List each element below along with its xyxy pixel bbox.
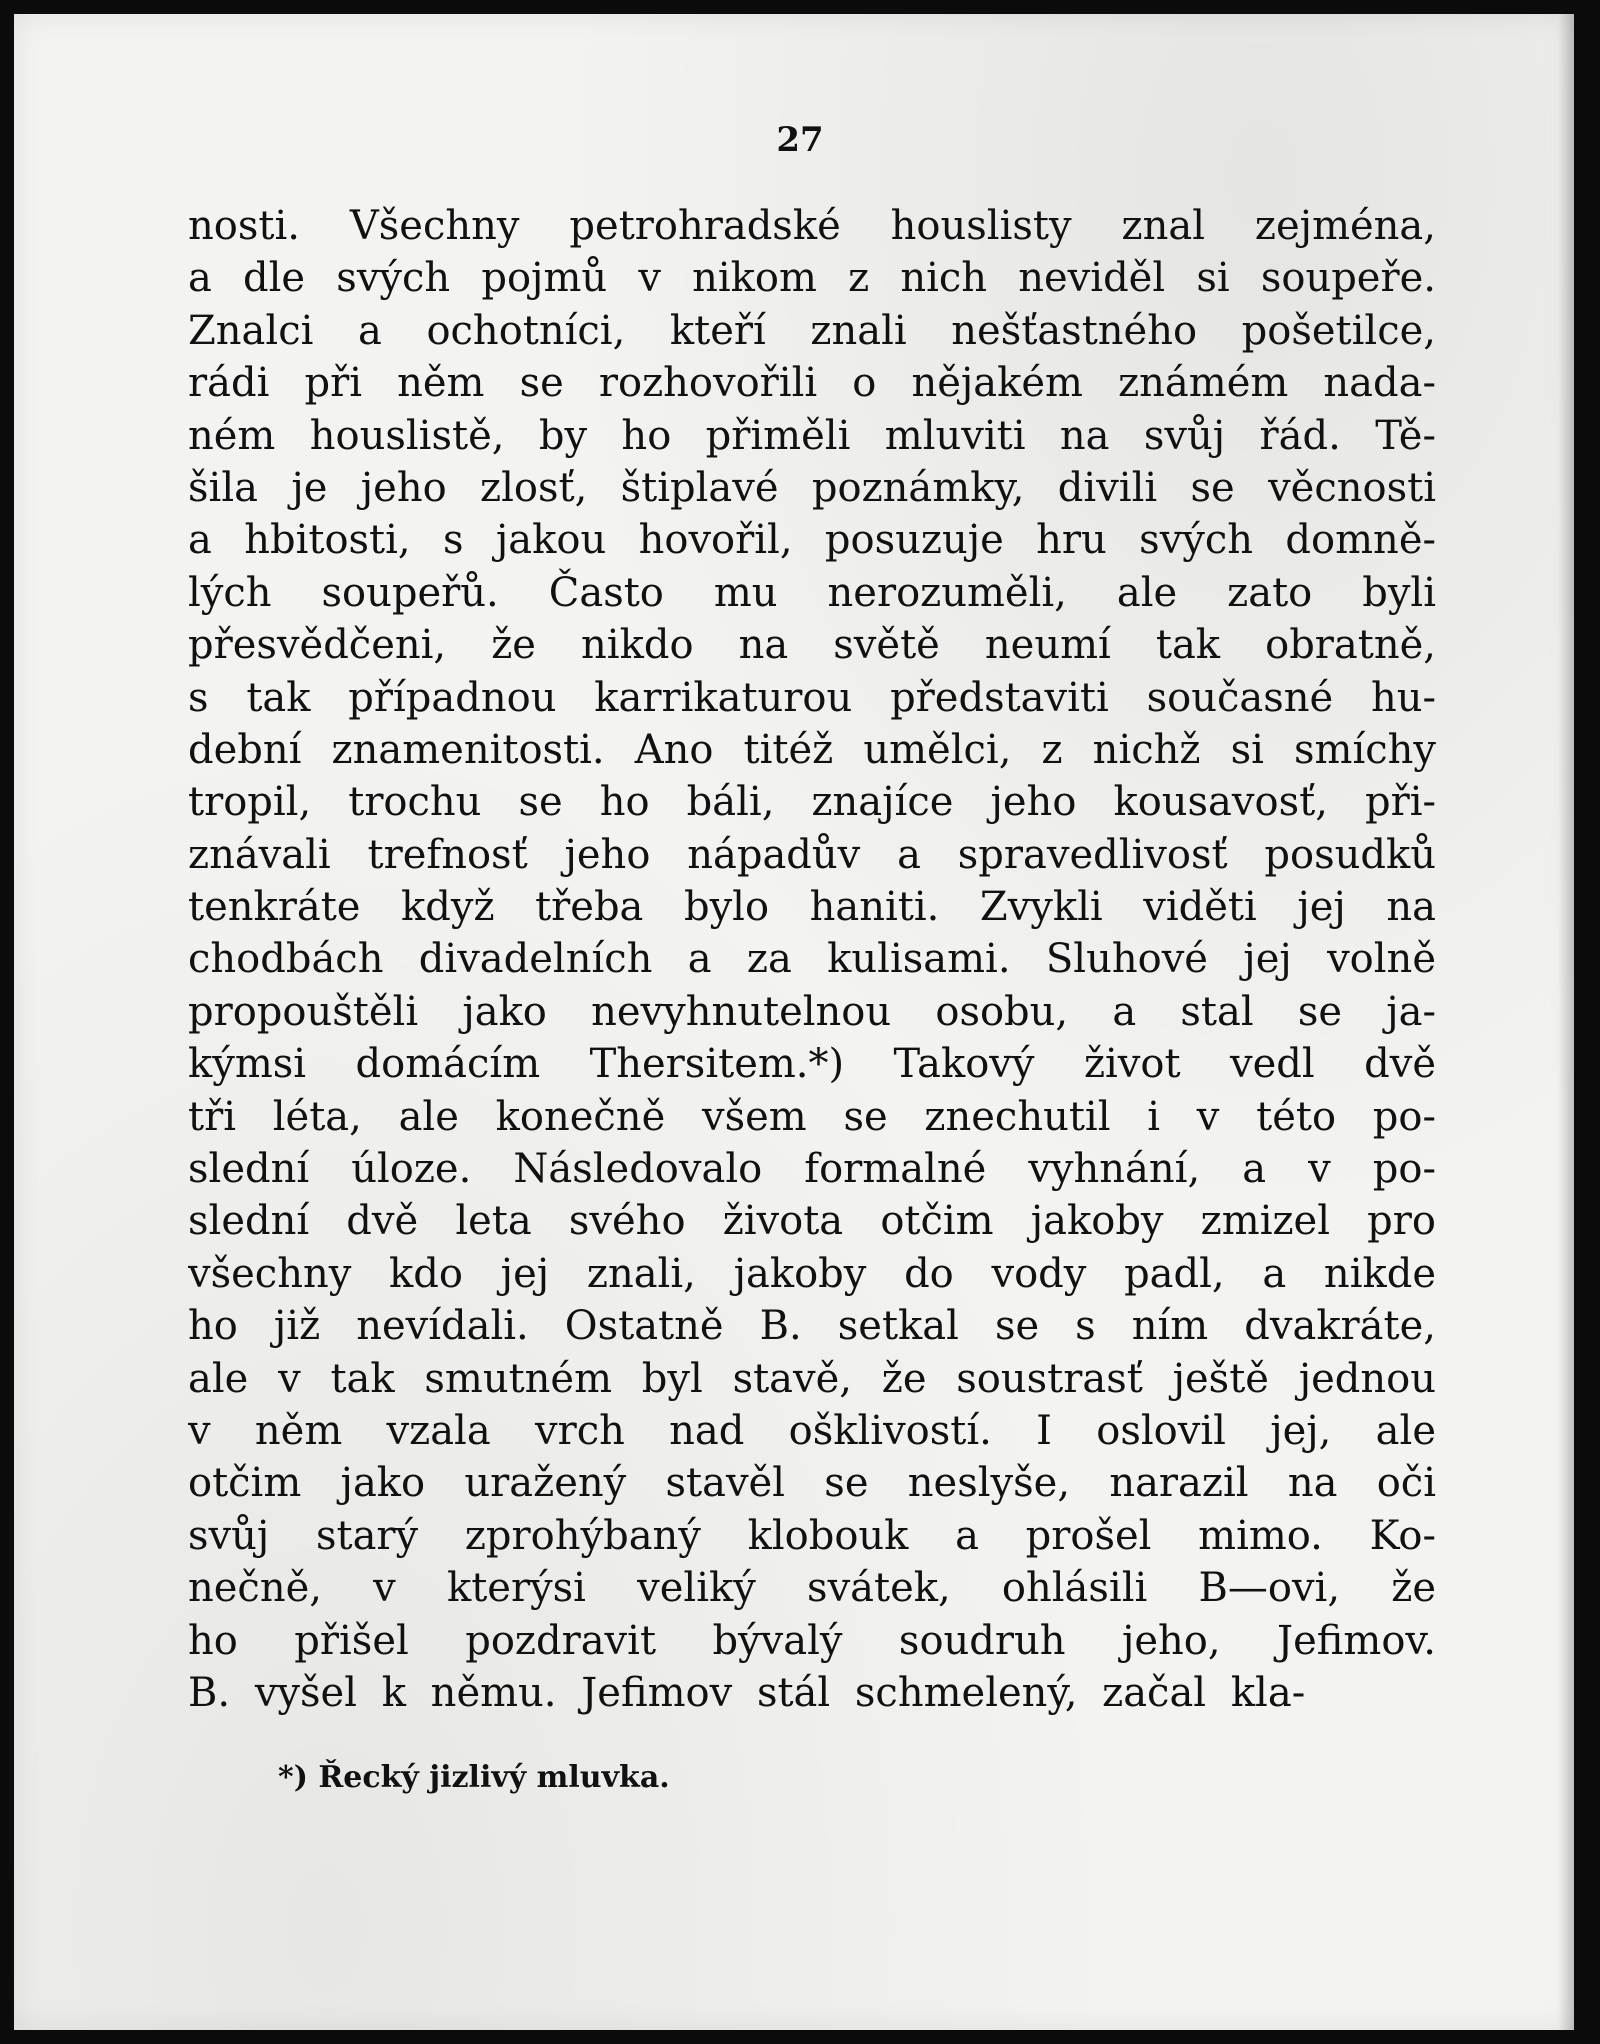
text-line: nosti. Všechny petrohradské houslisty znal zejména,	[188, 203, 1436, 249]
text-line: tři léta, ale konečně všem se znechutil i v této po-	[188, 1093, 1436, 1140]
text-line: znávali trefnosť jeho nápadův a spravedlivosť posudků	[188, 831, 1436, 878]
text-line: ho již nevídali. Ostatně B. setkal se s ním dvakráte,	[188, 1303, 1436, 1350]
text-line: tropil, trochu se ho báli, znajíce jeho kousavosť, při-	[188, 779, 1436, 826]
text-line: chodbách divadelních a za kulisami. Sluhové jej volně	[188, 936, 1436, 983]
text-line: šila je jeho zlosť, štiplavé poznámky, divili se věcnosti	[188, 464, 1436, 511]
text-line: B. vyšel k němu. Jefimov stál schmelený, začal kla-	[188, 1669, 1306, 1716]
text-line: v něm vzala vrch nad ošklivostí. I oslovil jej, ale	[188, 1407, 1436, 1454]
text-line: otčim jako uražený stavěl se neslyše, narazil na oči	[188, 1460, 1436, 1507]
text-line: přesvědčeni, že nikdo na světě neumí tak obratně,	[188, 622, 1436, 669]
text-line: Znalci a ochotníci, kteří znali nešťastného pošetilce,	[188, 307, 1436, 354]
text-line: tenkráte když třeba bylo haniti. Zvykli viděti jej na	[188, 884, 1436, 931]
text-line: dební znamenitosti. Ano titéž umělci, z nichž si smíchy	[188, 726, 1436, 773]
body-text	[188, 200, 1436, 1719]
text-line: rádi při něm se rozhovořili o nějakém známém nada-	[188, 360, 1436, 407]
text-line: ale v tak smutném byl stavě, že soustrasť ještě jednou	[188, 1355, 1436, 1402]
footnote: *) Řecký jizlivý mluvka.	[278, 1760, 670, 1795]
text-line: slední úloze. Následovalo formalné vyhnání, a v po-	[188, 1146, 1436, 1193]
page-edge-shadow	[1558, 14, 1574, 2030]
text-line: nečně, v kterýsi veliký svátek, ohlásili B—ovi, že	[188, 1565, 1436, 1612]
text-line: a hbitosti, s jakou hovořil, posuzuje hru svých domně-	[188, 517, 1436, 564]
text-line: kýmsi domácím Thersitem.*) Takový život vedl dvě	[188, 1041, 1436, 1088]
text-line: slední dvě leta svého života otčim jakoby zmizel pro	[188, 1198, 1436, 1245]
page-number: 27	[776, 120, 824, 160]
text-line: s tak případnou karrikaturou představiti současné hu-	[188, 674, 1436, 721]
text-line: a dle svých pojmů v nikom z nich neviděl si soupeře.	[188, 255, 1436, 302]
text-line: lých soupeřů. Často mu nerozuměli, ale zato byli	[188, 569, 1436, 616]
text-line: všechny kdo jej znali, jakoby do vody padl, a nikde	[188, 1250, 1436, 1297]
text-line: propouštěli jako nevyhnutelnou osobu, a stal se ja-	[188, 988, 1436, 1035]
text-line: ho přišel pozdravit bývalý soudruh jeho, Jefimov.	[188, 1617, 1436, 1664]
text-line: svůj starý zprohýbaný klobouk a prošel mimo. Ko-	[188, 1512, 1436, 1559]
text-line: ném houslistě, by ho přiměli mluviti na svůj řád. Tě-	[188, 412, 1436, 459]
